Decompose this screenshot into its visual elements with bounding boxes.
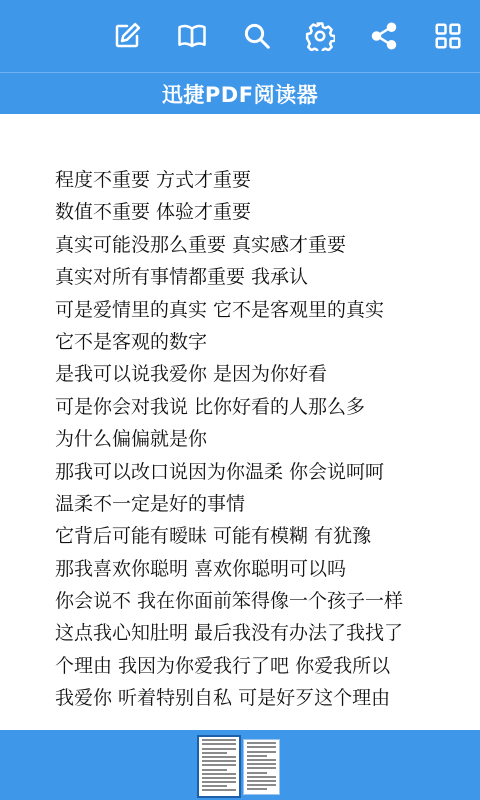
document-page[interactable] <box>0 114 480 730</box>
text-line: 真实对所有事情都重要 我承认 <box>55 266 309 289</box>
thumbnail-text-line <box>247 772 267 774</box>
text-line: 那我喜欢你聪明 喜欢你聪明可以吗 <box>55 557 347 580</box>
thumbnail-text-line <box>202 748 236 750</box>
text-line: 它不是客观的数字 <box>55 330 208 353</box>
text-line: 它背后可能有暧昧 可能有模糊 有犹豫 <box>55 525 372 548</box>
thumbnail-text-line <box>202 781 236 783</box>
thumbnail-text-line <box>202 739 236 741</box>
search-icon[interactable] <box>237 16 277 56</box>
thumbnail-text-line <box>202 777 236 779</box>
text-line: 程度不重要 方式才重要 <box>55 169 252 191</box>
text-line: 真实可能没那么重要 真实感才重要 <box>55 233 347 256</box>
page-thumbnail-strip <box>0 730 480 800</box>
text-line: 可是你会对我说 比你好看的人那么多 <box>55 395 366 418</box>
text-line: 为什么偏偏就是你 <box>55 428 208 451</box>
page-thumbnail-current[interactable] <box>197 735 241 798</box>
thumbnail-text-line <box>202 752 227 754</box>
thumbnail-text-line <box>202 756 236 758</box>
text-line: 你会说不 我在你面前笨得像一个孩子一样 <box>55 590 404 613</box>
title-bar <box>0 72 480 114</box>
edit-icon[interactable] <box>107 16 147 56</box>
page-thumbnail[interactable] <box>243 739 280 795</box>
app-title: 迅捷PDF阅读器 <box>161 82 319 107</box>
thumbnail-text-line <box>202 764 236 766</box>
text-line: 温柔不一定是好的事情 <box>55 492 246 515</box>
thumbnail-text-line <box>247 759 276 761</box>
thumbnail-text-line <box>247 767 276 769</box>
thumbnail-text-line <box>247 784 276 786</box>
top-toolbar <box>0 0 480 72</box>
thumbnail-text-line <box>202 773 236 775</box>
thumbnail-text-line <box>202 785 227 787</box>
thumbnail-text-line <box>247 763 276 765</box>
thumbnail-text-line <box>202 743 236 745</box>
thumbnail-text-line <box>202 789 236 791</box>
document-text <box>55 164 403 715</box>
thumbnail-text-line <box>247 742 276 744</box>
thumbnail-text-line <box>202 760 236 762</box>
thumbnail-text-line <box>247 755 267 757</box>
text-line: 那我可以改口说因为你温柔 你会说呵呵 <box>55 460 385 483</box>
text-line: 数值不重要 体验才重要 <box>55 201 252 224</box>
thumbnail-text-line <box>247 788 267 790</box>
text-line: 我爱你 听着特别自私 可是好歹这个理由 <box>55 687 391 710</box>
text-line: 可是爱情里的真实 它不是客观里的真实 <box>55 298 385 321</box>
settings-icon[interactable] <box>300 16 340 56</box>
grid-icon[interactable] <box>428 16 468 56</box>
thumbnail-text-line <box>247 746 276 748</box>
share-icon[interactable] <box>364 16 404 56</box>
book-icon[interactable] <box>172 16 212 56</box>
thumbnail-text-line <box>247 780 276 782</box>
text-line: 是我可以说我爱你 是因为你好看 <box>55 363 328 386</box>
thumbnail-text-line <box>247 751 276 753</box>
text-line: 个理由 我因为你爱我行了吧 你爱我所以 <box>55 654 391 677</box>
text-line: 这点我心知肚明 最后我没有办法了我找了 <box>55 622 404 645</box>
thumbnail-text-line <box>202 769 227 771</box>
thumbnail-text-line <box>247 776 276 778</box>
